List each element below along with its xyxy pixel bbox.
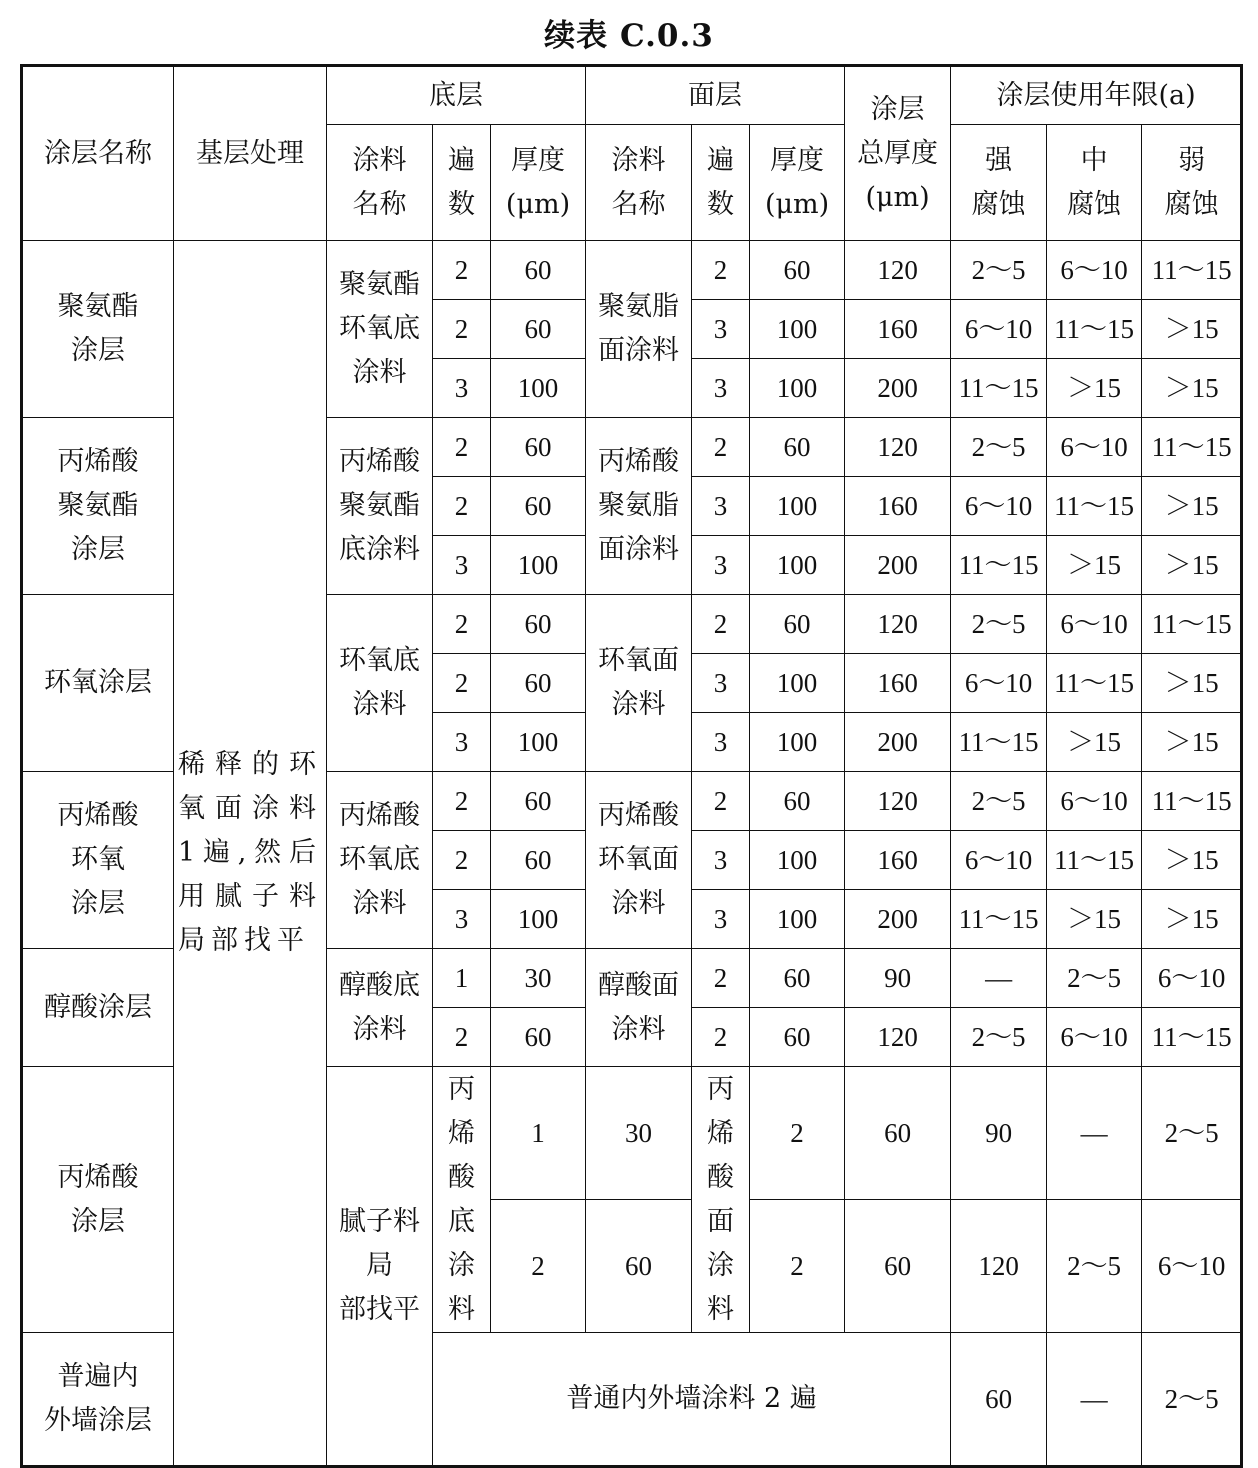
base-treatment-putty: 腻子料局 部找平 xyxy=(327,1067,433,1467)
paint-description: 普通内外墙涂料 2 遍 xyxy=(433,1333,951,1467)
total-thickness: 160 xyxy=(845,654,951,713)
total-thickness: 120 xyxy=(845,418,951,477)
strong-life: 11～15 xyxy=(951,536,1047,595)
medium-life: 11～15 xyxy=(1047,300,1142,359)
coating-name: 醇酸涂层 xyxy=(22,949,174,1067)
weak-life: ＞15 xyxy=(1142,536,1242,595)
weak-life: ＞15 xyxy=(1142,477,1242,536)
bottom-coats: 3 xyxy=(433,713,491,772)
total-thickness: 60 xyxy=(951,1333,1047,1467)
weak-life: 11～15 xyxy=(1142,418,1242,477)
bottom-thickness: 100 xyxy=(491,359,586,418)
top-paint-name: 丙烯酸 面涂料 xyxy=(692,1067,750,1333)
strong-life: 2～5 xyxy=(951,1008,1047,1067)
bottom-thickness: 60 xyxy=(491,831,586,890)
bottom-coats: 2 xyxy=(433,1008,491,1067)
weak-life: ＞15 xyxy=(1142,890,1242,949)
bottom-thickness: 60 xyxy=(491,300,586,359)
top-thickness: 60 xyxy=(750,1008,845,1067)
weak-life: 11～15 xyxy=(1142,595,1242,654)
bottom-coats: 3 xyxy=(433,536,491,595)
strong-life: 11～15 xyxy=(951,713,1047,772)
header-total-thickness: 涂层 总厚度 (μm) xyxy=(845,66,951,241)
strong-life: 2～5 xyxy=(951,241,1047,300)
header-bottom-layer: 底层 xyxy=(327,66,586,125)
medium-life: 6～10 xyxy=(1142,1200,1242,1333)
bottom-coats: 2 xyxy=(491,1200,586,1333)
top-thickness: 60 xyxy=(750,418,845,477)
total-thickness: 200 xyxy=(845,359,951,418)
top-thickness: 100 xyxy=(750,359,845,418)
bottom-thickness: 60 xyxy=(491,241,586,300)
top-paint-name: 丙烯酸 环氧面 涂料 xyxy=(586,772,692,949)
medium-life: ＞15 xyxy=(1047,536,1142,595)
top-coats: 3 xyxy=(692,359,750,418)
top-coats: 2 xyxy=(750,1200,845,1333)
total-thickness: 120 xyxy=(951,1200,1047,1333)
strong-life: 6～10 xyxy=(951,300,1047,359)
top-paint-name: 丙烯酸 聚氨脂 面涂料 xyxy=(586,418,692,595)
total-thickness: 200 xyxy=(845,890,951,949)
top-coats: 3 xyxy=(692,536,750,595)
header-top-layer: 面层 xyxy=(586,66,845,125)
weak-life: 11～15 xyxy=(1142,241,1242,300)
bottom-thickness: 30 xyxy=(586,1067,692,1200)
top-thickness: 100 xyxy=(750,300,845,359)
weak-life: 11～15 xyxy=(1142,772,1242,831)
medium-life: 6～10 xyxy=(1047,418,1142,477)
bottom-coats: 3 xyxy=(433,359,491,418)
top-paint-name: 环氧面 涂料 xyxy=(586,595,692,772)
header-service-life: 涂层使用年限(a) xyxy=(951,66,1242,125)
bottom-coats: 2 xyxy=(433,418,491,477)
table-title: 续表 C.0.3 xyxy=(544,18,714,54)
total-thickness: 120 xyxy=(845,1008,951,1067)
header-base-treatment: 基层处理 xyxy=(174,66,327,241)
medium-life: ＞15 xyxy=(1047,890,1142,949)
bottom-coats: 2 xyxy=(433,595,491,654)
top-thickness: 100 xyxy=(750,654,845,713)
top-coats: 2 xyxy=(692,595,750,654)
weak-life: ＞15 xyxy=(1142,713,1242,772)
top-coats: 3 xyxy=(692,890,750,949)
top-coats: 3 xyxy=(692,300,750,359)
medium-life: 2～5 xyxy=(1142,1333,1242,1467)
top-coats: 2 xyxy=(692,949,750,1008)
top-paint-name: 醇酸面 涂料 xyxy=(586,949,692,1067)
header-bottom-paint-name: 涂料 名称 xyxy=(327,125,433,241)
medium-life: ＞15 xyxy=(1047,359,1142,418)
weak-life: ＞15 xyxy=(1142,359,1242,418)
strong-life: — xyxy=(1047,1333,1142,1467)
bottom-thickness: 30 xyxy=(491,949,586,1008)
header-bottom-thickness: 厚度 (μm) xyxy=(491,125,586,241)
strong-life: 2～5 xyxy=(1047,1200,1142,1333)
top-thickness: 100 xyxy=(750,831,845,890)
header-top-coats: 遍 数 xyxy=(692,125,750,241)
top-thickness: 60 xyxy=(750,772,845,831)
top-coats: 2 xyxy=(692,772,750,831)
total-thickness: 120 xyxy=(845,595,951,654)
bottom-thickness: 60 xyxy=(491,654,586,713)
total-thickness: 120 xyxy=(845,241,951,300)
coating-name: 丙烯酸 环氧 涂层 xyxy=(22,772,174,949)
medium-life: 6～10 xyxy=(1047,595,1142,654)
bottom-coats: 2 xyxy=(433,772,491,831)
top-thickness: 60 xyxy=(750,241,845,300)
header-top-paint-name: 涂料 名称 xyxy=(586,125,692,241)
bottom-thickness: 100 xyxy=(491,890,586,949)
header-weak-corrosion: 弱 腐蚀 xyxy=(1142,125,1242,241)
top-thickness: 60 xyxy=(750,949,845,1008)
top-coats: 2 xyxy=(692,241,750,300)
medium-life: ＞15 xyxy=(1047,713,1142,772)
total-thickness: 90 xyxy=(845,949,951,1008)
bottom-coats: 2 xyxy=(433,477,491,536)
header-top-thickness: 厚度 (μm) xyxy=(750,125,845,241)
header-coating-name: 涂层名称 xyxy=(22,66,174,241)
top-coats: 2 xyxy=(692,1008,750,1067)
bottom-thickness: 60 xyxy=(491,1008,586,1067)
total-thickness: 160 xyxy=(845,477,951,536)
bottom-paint-name: 聚氨酯 环氧底 涂料 xyxy=(327,241,433,418)
medium-life: 6～10 xyxy=(1047,772,1142,831)
strong-life: 6～10 xyxy=(951,654,1047,713)
coating-name: 普遍内 外墙涂层 xyxy=(22,1333,174,1467)
medium-life: 2～5 xyxy=(1047,949,1142,1008)
medium-life: 6～10 xyxy=(1047,1008,1142,1067)
strong-life: — xyxy=(1047,1067,1142,1200)
header-strong-corrosion: 强 腐蚀 xyxy=(951,125,1047,241)
bottom-coats: 1 xyxy=(491,1067,586,1200)
top-coats: 3 xyxy=(692,654,750,713)
bottom-thickness: 60 xyxy=(586,1200,692,1333)
medium-life: 11～15 xyxy=(1047,654,1142,713)
bottom-coats: 2 xyxy=(433,300,491,359)
bottom-coats: 2 xyxy=(433,831,491,890)
bottom-coats: 1 xyxy=(433,949,491,1008)
top-coats: 2 xyxy=(750,1067,845,1200)
bottom-paint-name: 丙烯酸 环氧底 涂料 xyxy=(327,772,433,949)
weak-life: ＞15 xyxy=(1142,831,1242,890)
top-thickness: 100 xyxy=(750,713,845,772)
bottom-paint-name: 醇酸底 涂料 xyxy=(327,949,433,1067)
bottom-paint-name: 丙烯酸 聚氨酯 底涂料 xyxy=(327,418,433,595)
top-thickness: 60 xyxy=(845,1200,951,1333)
bottom-thickness: 60 xyxy=(491,477,586,536)
strong-life: 6～10 xyxy=(951,477,1047,536)
bottom-thickness: 60 xyxy=(491,595,586,654)
medium-life: 6～10 xyxy=(1047,241,1142,300)
bottom-coats: 3 xyxy=(433,890,491,949)
top-coats: 2 xyxy=(692,418,750,477)
total-thickness: 200 xyxy=(845,713,951,772)
bottom-coats: 2 xyxy=(433,241,491,300)
strong-life: 2～5 xyxy=(951,418,1047,477)
top-thickness: 60 xyxy=(845,1067,951,1200)
total-thickness: 120 xyxy=(845,772,951,831)
medium-life: 11～15 xyxy=(1047,477,1142,536)
strong-life: 6～10 xyxy=(951,831,1047,890)
strong-life: 11～15 xyxy=(951,359,1047,418)
medium-life: 11～15 xyxy=(1047,831,1142,890)
coating-name: 环氧涂层 xyxy=(22,595,174,772)
table-row xyxy=(22,241,1242,300)
bottom-paint-name: 丙烯酸 底涂料 xyxy=(433,1067,491,1333)
weak-life: 6～10 xyxy=(1142,949,1242,1008)
top-coats: 3 xyxy=(692,477,750,536)
weak-life: ＞15 xyxy=(1142,300,1242,359)
top-paint-name: 聚氨脂 面涂料 xyxy=(586,241,692,418)
top-coats: 3 xyxy=(692,831,750,890)
coating-name: 丙烯酸 聚氨酯 涂层 xyxy=(22,418,174,595)
total-thickness: 90 xyxy=(951,1067,1047,1200)
medium-life: 2～5 xyxy=(1142,1067,1242,1200)
bottom-thickness: 100 xyxy=(491,536,586,595)
total-thickness: 160 xyxy=(845,300,951,359)
bottom-thickness: 100 xyxy=(491,713,586,772)
header-medium-corrosion: 中 腐蚀 xyxy=(1047,125,1142,241)
bottom-thickness: 60 xyxy=(491,418,586,477)
top-thickness: 100 xyxy=(750,477,845,536)
strong-life: — xyxy=(951,949,1047,1008)
top-thickness: 60 xyxy=(750,595,845,654)
strong-life: 2～5 xyxy=(951,772,1047,831)
top-thickness: 100 xyxy=(750,890,845,949)
weak-life: 11～15 xyxy=(1142,1008,1242,1067)
coating-table xyxy=(20,64,1243,1468)
bottom-thickness: 60 xyxy=(491,772,586,831)
top-coats: 3 xyxy=(692,713,750,772)
base-treatment-epoxy: 稀释的环氧面涂料1遍,然后用腻子料局部找平 xyxy=(174,241,327,1467)
bottom-coats: 2 xyxy=(433,654,491,713)
bottom-paint-name: 环氧底 涂料 xyxy=(327,595,433,772)
coating-name: 丙烯酸 涂层 xyxy=(22,1067,174,1333)
strong-life: 2～5 xyxy=(951,595,1047,654)
strong-life: 11～15 xyxy=(951,890,1047,949)
total-thickness: 160 xyxy=(845,831,951,890)
total-thickness: 200 xyxy=(845,536,951,595)
header-bottom-coats: 遍 数 xyxy=(433,125,491,241)
weak-life: ＞15 xyxy=(1142,654,1242,713)
top-thickness: 100 xyxy=(750,536,845,595)
coating-name: 聚氨酯 涂层 xyxy=(22,241,174,418)
